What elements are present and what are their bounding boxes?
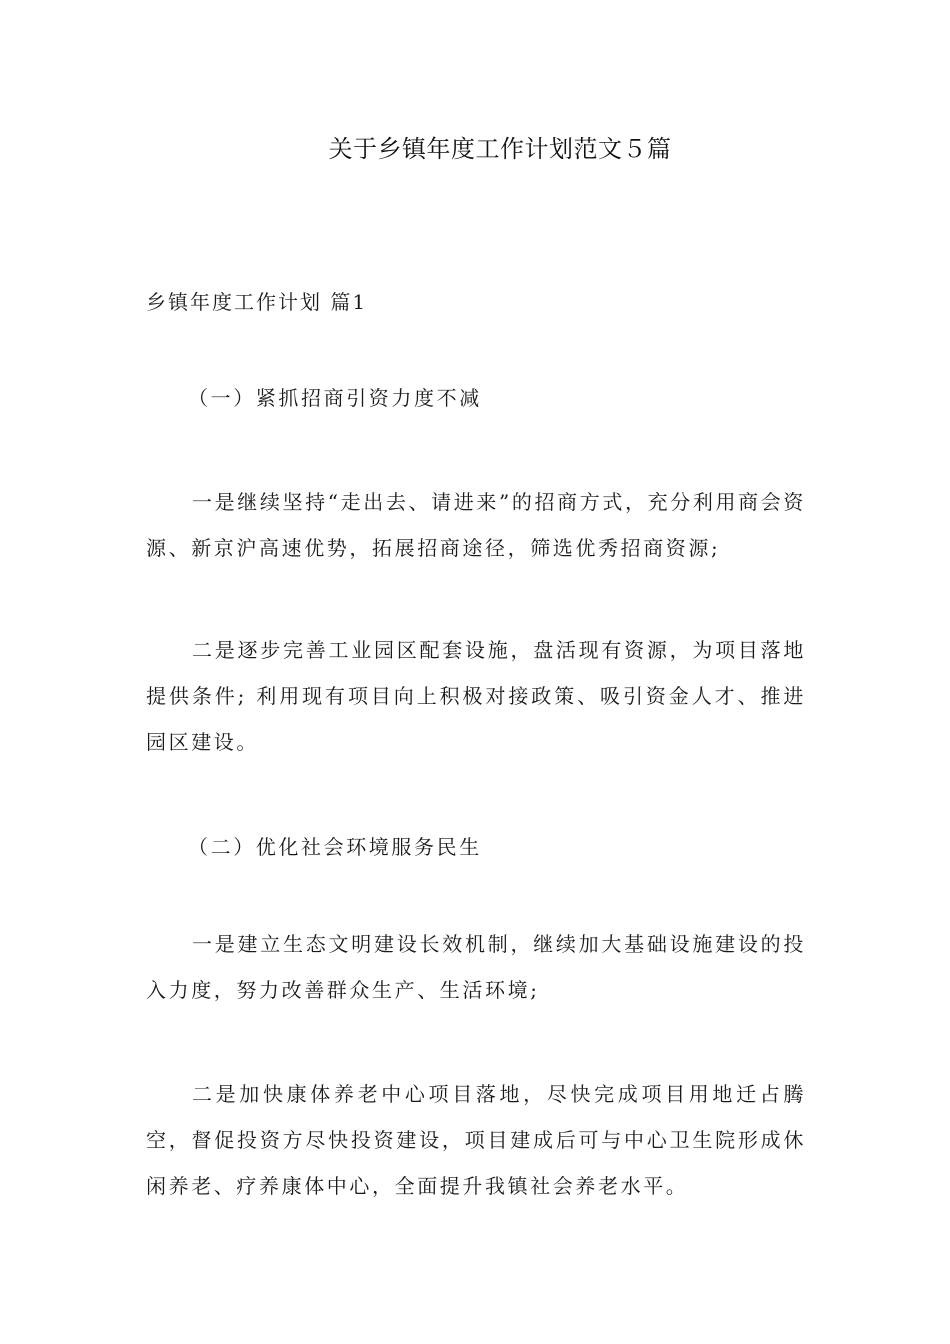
- paragraph-1: 一是继续坚持“走出去、请进来”的招商方式，充分利用商会资源、新京沪高速优势，拓展招商途径，筛选优秀招商资源;: [146, 490, 806, 560]
- section-heading-1: （一）紧抓招商引资力度不减: [188, 386, 482, 410]
- paragraph-3: 一是建立生态文明建设长效机制，继续加大基础设施建设的投入力度，努力改善群众生产、生活环境;: [146, 932, 806, 1002]
- document-title: 关于乡镇年度工作计划范文５篇: [328, 135, 672, 163]
- document-subtitle: 乡镇年度工作计划 篇1: [146, 290, 368, 314]
- section-heading-2: （二）优化社会环境服务民生: [188, 835, 482, 859]
- paragraph-2: 二是逐步完善工业园区配套设施，盘活现有资源，为项目落地提供条件; 利用现有项目向上积极对接政策、吸引资金人才、推进园区建设。: [146, 638, 806, 754]
- paragraph-4: 二是加快康体养老中心项目落地，尽快完成项目用地迁占腾空，督促投资方尽快投资建设，项目建成后可与中心卫生院形成休闲养老、疗养康体中心，全面提升我镇社会养老水平。: [146, 1082, 806, 1198]
